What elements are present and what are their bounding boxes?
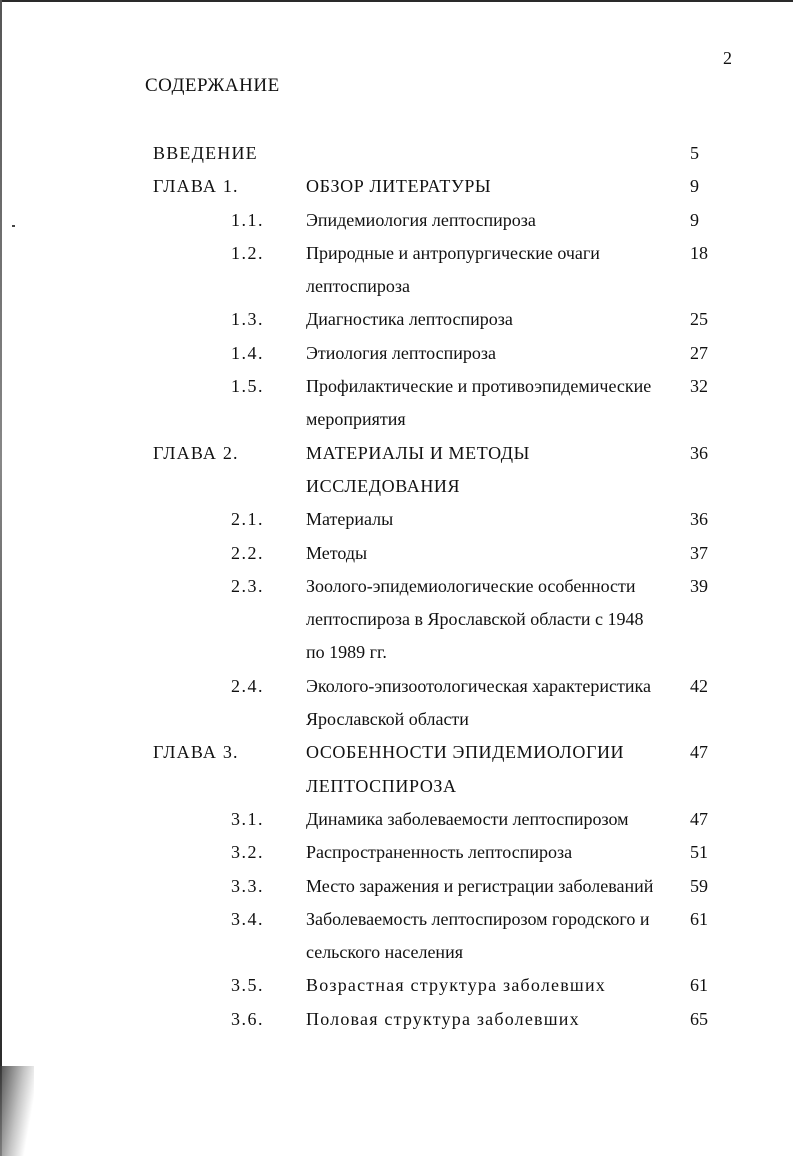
toc-page-number: 42: [690, 675, 708, 696]
toc-entry-title: мероприятия: [306, 409, 406, 430]
toc-section-number: 3.4.: [231, 908, 264, 929]
toc-entry-title: Место заражения и регистрации заболеваний: [306, 875, 654, 896]
toc-page-number: 47: [690, 742, 708, 763]
toc-entry: [0, 237, 793, 270]
toc-section-number: 3.5.: [231, 975, 264, 996]
toc-entry-title: Материалы: [306, 509, 394, 530]
toc-entry: [0, 603, 793, 636]
toc-entry-title: Зоолого-эпидемиологические особенности: [306, 575, 636, 596]
toc-entry-title: МАТЕРИАЛЫ И МЕТОДЫ: [306, 442, 530, 463]
toc-entry-title: лептоспироза в Ярославской области с 1948: [306, 609, 644, 630]
toc-entry: [0, 936, 793, 969]
toc-page-number: 32: [690, 376, 708, 397]
toc-page-number: 61: [690, 908, 708, 929]
toc-entry-title: ИССЛЕДОВАНИЯ: [306, 475, 461, 496]
toc-section-number: 3.3.: [231, 875, 264, 896]
toc-page-number: 51: [690, 842, 708, 863]
toc-chapter-number: ГЛАВА 1.: [153, 176, 239, 197]
toc-page-number: 47: [690, 808, 708, 829]
toc-entry: [0, 570, 793, 603]
table-of-contents: [0, 137, 793, 1036]
toc-section-number: 1.3.: [231, 309, 264, 330]
toc-entry: [0, 303, 793, 336]
scan-top-edge: [0, 0, 793, 2]
toc-entry-title: Эпидемиология лептоспироза: [306, 209, 536, 230]
toc-section-number: 3.2.: [231, 842, 264, 863]
toc-page-number: 61: [690, 975, 708, 996]
toc-entry-title: Природные и антропургические очаги: [306, 242, 600, 263]
toc-entry-title: сельского населения: [306, 942, 463, 963]
toc-entry-title: Этиология лептоспироза: [306, 342, 496, 363]
toc-entry: [0, 969, 793, 1002]
toc-entry: [0, 870, 793, 903]
page-title: СОДЕРЖАНИЕ: [145, 75, 280, 96]
toc-entry: [0, 270, 793, 303]
toc-section-number: 3.6.: [231, 1008, 264, 1029]
toc-entry-title: лептоспироза: [306, 276, 411, 297]
toc-page-number: 5: [690, 143, 699, 163]
toc-entry-title: Методы: [306, 542, 368, 563]
toc-entry: [0, 1003, 793, 1036]
toc-entry: [0, 537, 793, 570]
toc-entry-title: Распространенность лептоспироза: [306, 842, 573, 863]
toc-page-number: 37: [690, 542, 708, 563]
toc-entry: [0, 204, 793, 237]
toc-page-number: 25: [690, 309, 708, 330]
toc-chapter-number: ГЛАВА 3.: [153, 742, 239, 763]
toc-page-number: 65: [690, 1008, 708, 1029]
toc-chapter-number: ВВЕДЕНИЕ: [153, 143, 258, 163]
toc-entry: [0, 503, 793, 536]
toc-entry: [0, 370, 793, 403]
toc-entry-title: Ярославской области: [306, 709, 469, 730]
toc-section-number: 2.2.: [231, 542, 264, 563]
toc-entry: [0, 403, 793, 436]
toc-page-number: 36: [690, 442, 708, 463]
page-number: 2: [723, 48, 732, 68]
toc-section-number: 1.1.: [231, 209, 264, 230]
toc-entry-title: ЛЕПТОСПИРОЗА: [306, 775, 457, 796]
toc-entry: [0, 770, 793, 803]
toc-entry-title: Половая структура заболевших: [306, 1008, 580, 1029]
toc-entry: [0, 903, 793, 936]
toc-page-number: 18: [690, 242, 708, 263]
toc-page-number: 36: [690, 509, 708, 530]
toc-entry: [0, 836, 793, 869]
scan-corner-shadow: [0, 1066, 34, 1156]
toc-section-number: 1.2.: [231, 242, 264, 263]
toc-section-number: 1.5.: [231, 376, 264, 397]
toc-entry-title: Эколого-эпизоотологическая характеристика: [306, 675, 651, 696]
toc-page-number: 59: [690, 875, 708, 896]
toc-entry: [0, 170, 793, 203]
toc-entry-title: ОСОБЕННОСТИ ЭПИДЕМИОЛОГИИ: [306, 742, 625, 763]
toc-entry-title: Профилактические и противоэпидемические: [306, 376, 652, 397]
toc-entry: [0, 736, 793, 769]
toc-section-number: 2.3.: [231, 575, 264, 596]
toc-section-number: 1.4.: [231, 342, 264, 363]
toc-entry: [0, 337, 793, 370]
toc-page-number: 9: [690, 176, 699, 197]
toc-page-number: 39: [690, 575, 708, 596]
toc-section-number: 3.1.: [231, 808, 264, 829]
toc-entry: [0, 636, 793, 669]
toc-entry: [0, 803, 793, 836]
toc-entry: [0, 670, 793, 703]
toc-section-number: 2.4.: [231, 675, 264, 696]
toc-chapter-number: ГЛАВА 2.: [153, 442, 239, 463]
toc-section-number: 2.1.: [231, 509, 264, 530]
toc-entry-title: Заболеваемость лептоспирозом городского и: [306, 908, 650, 929]
toc-entry: [0, 470, 793, 503]
toc-entry: [0, 437, 793, 470]
toc-entry-title: Диагностика лептоспироза: [306, 309, 513, 330]
toc-page-number: 9: [690, 209, 699, 230]
toc-entry-title: по 1989 гг.: [306, 642, 387, 663]
toc-entry-title: Динамика заболеваемости лептоспирозом: [306, 808, 629, 829]
toc-entry: [0, 137, 793, 170]
toc-entry-title: Возрастная структура заболевших: [306, 975, 607, 996]
toc-page-number: 27: [690, 342, 708, 363]
toc-entry-title: ОБЗОР ЛИТЕРАТУРЫ: [306, 176, 492, 197]
toc-entry: [0, 703, 793, 736]
